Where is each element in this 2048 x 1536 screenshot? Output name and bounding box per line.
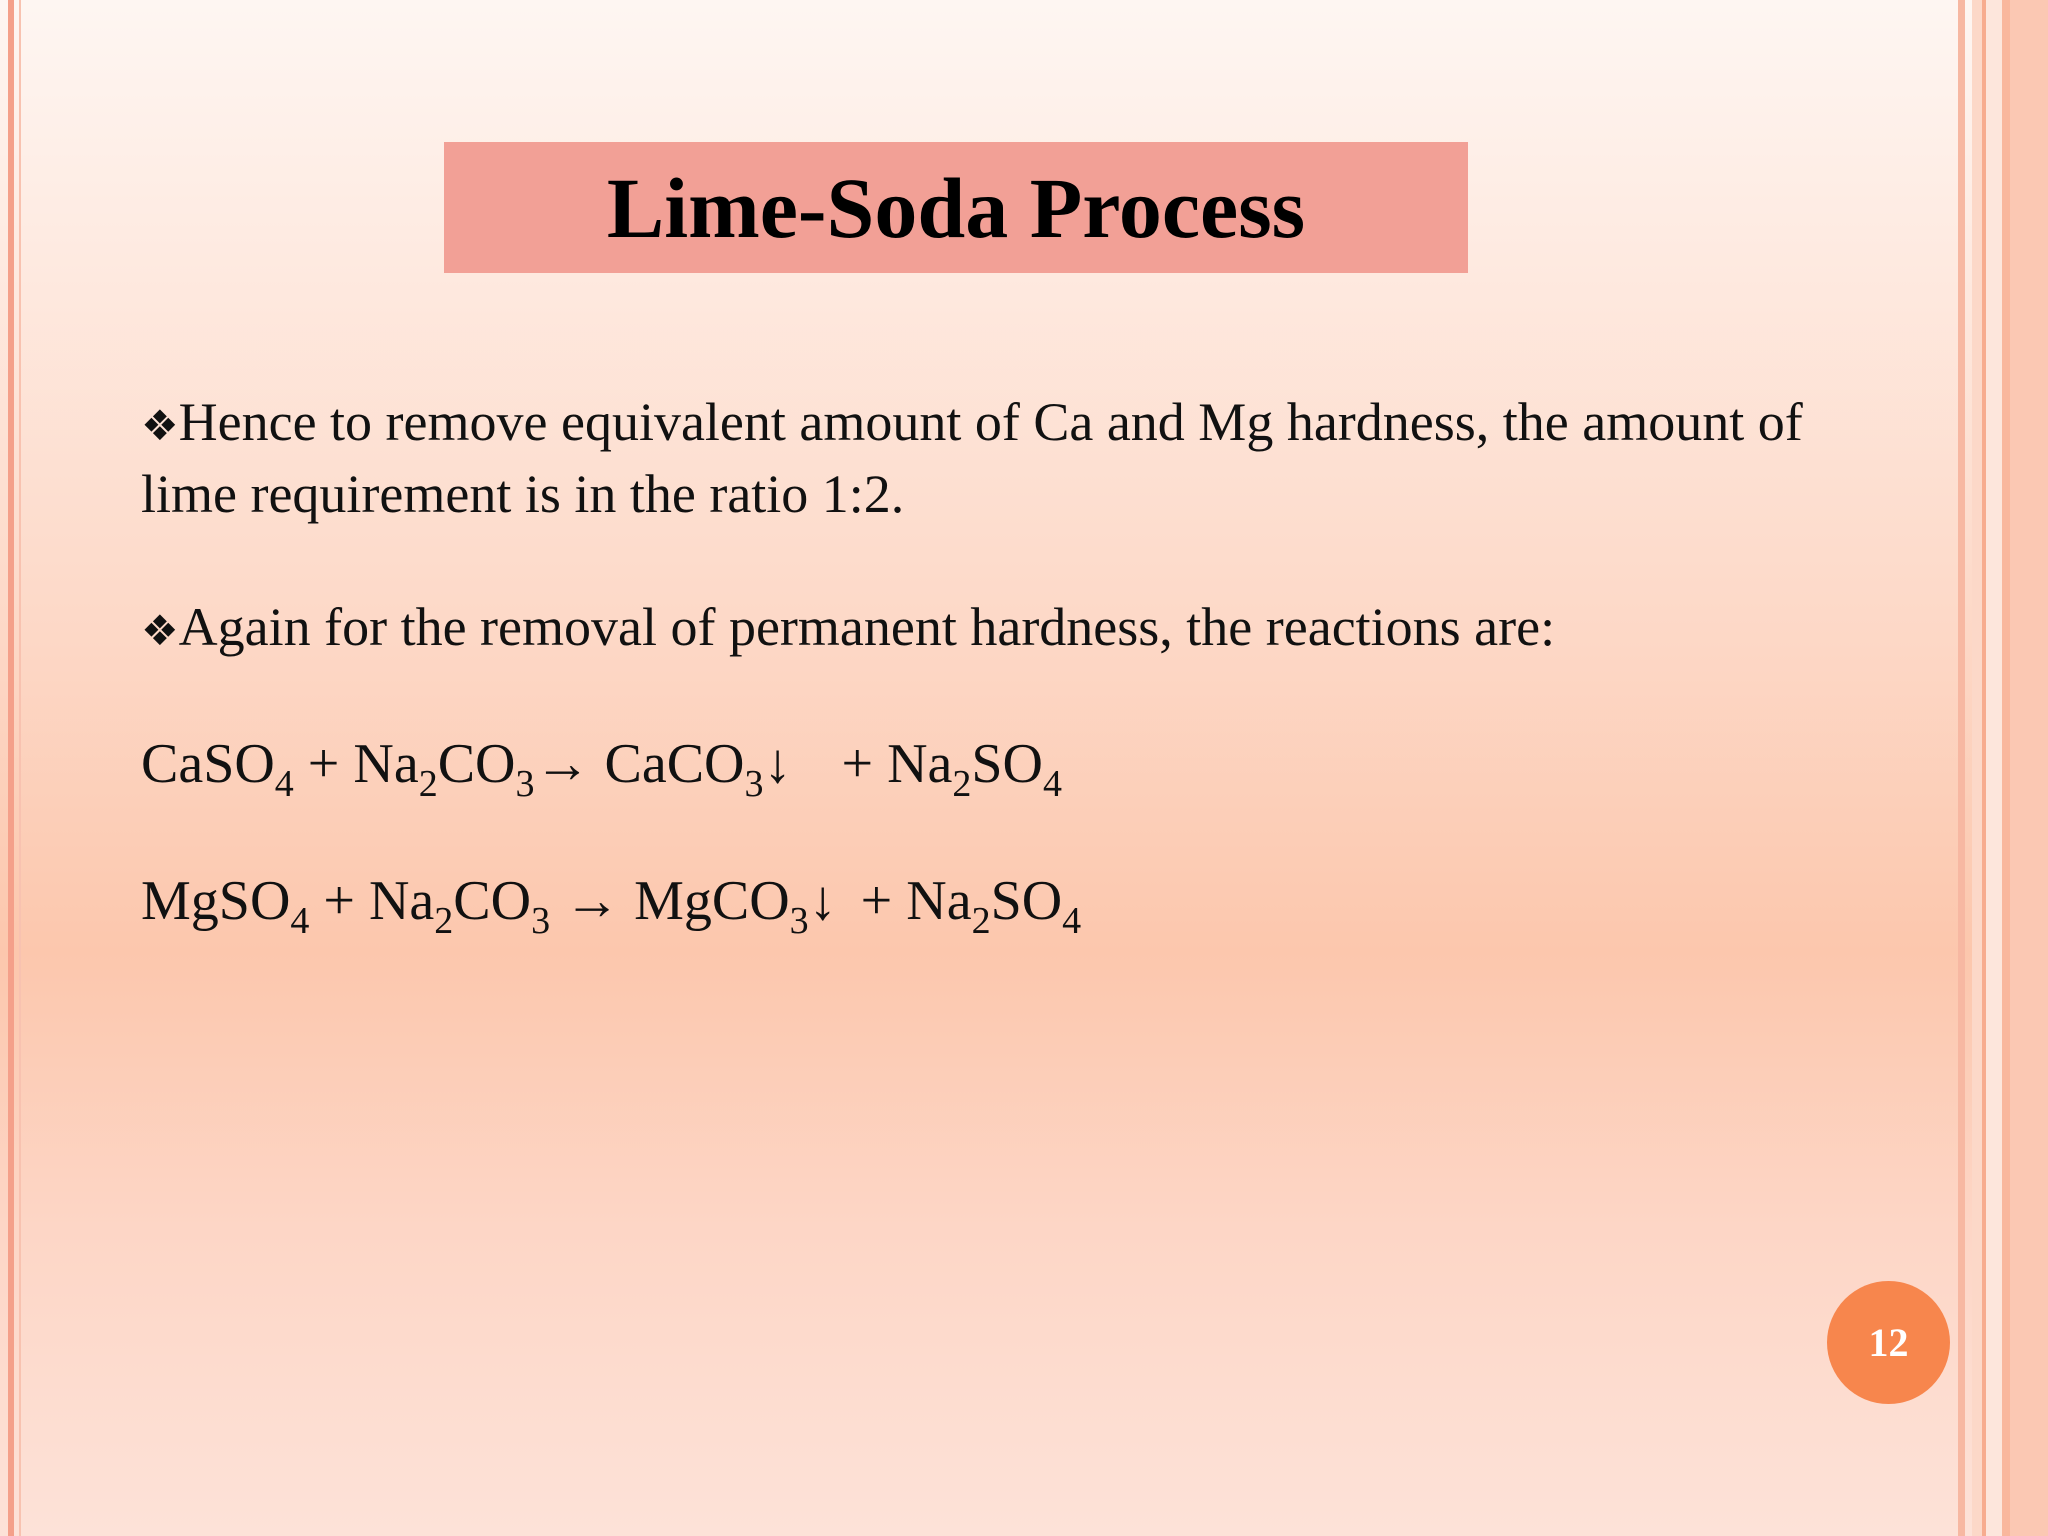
diamond-bullet-icon: ❖ bbox=[141, 606, 179, 655]
bullet-text-1: Hence to remove equivalent amount of Ca and Mg hardness, the amount of lime requirement is in the ratio 1:2. bbox=[141, 392, 1803, 524]
right-border-band bbox=[1972, 0, 2048, 1536]
left-border-thin-line bbox=[19, 0, 21, 1536]
precipitate-arrow-icon: ↓ bbox=[808, 870, 837, 932]
reaction-arrow-icon: → bbox=[550, 870, 635, 932]
bullet-paragraph-1 bbox=[141, 388, 1861, 529]
right-border-line bbox=[1958, 0, 1965, 1536]
slide-title: Lime-Soda Process bbox=[606, 159, 1306, 256]
equation-mgso4: MgSO$_4$ + $Na_2CO_3$ → MgCO$_3$↓ + $Na_2SO_4$ bbox=[141, 870, 1082, 942]
diamond-bullet-icon: ❖ bbox=[141, 401, 179, 450]
title-banner bbox=[444, 142, 1468, 273]
page-number-badge bbox=[1827, 1281, 1950, 1404]
equation-caso4: CaSO$_4$ + $Na_2CO_3\to$ CaCO$_3$↓ + $Na_2SO_4$ bbox=[141, 733, 1062, 805]
precipitate-arrow-icon: ↓ bbox=[763, 733, 792, 795]
page-number: 12 bbox=[1868, 1320, 1909, 1365]
left-border-line bbox=[8, 0, 14, 1536]
reaction-arrow-icon: → bbox=[534, 733, 605, 795]
bullet-paragraph-2 bbox=[141, 593, 1861, 665]
bullet-text-2: Again for the removal of permanent hardness, the reactions are: bbox=[178, 597, 1556, 657]
